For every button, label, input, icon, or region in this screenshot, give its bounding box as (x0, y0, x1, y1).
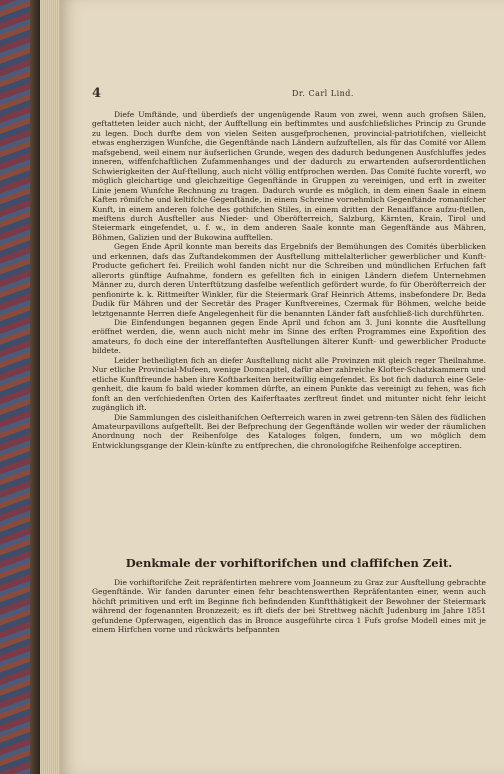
section-paragraph: Die vorhiftorifche Zeit repräfentirten mehrere vom Joanneum zu Graz zur Ausftellung gebrachte Gegenftände. Wir fanden darunter einen fehr beachtenswerthen Repräfentanten einer, wenn auch höchft primitiven und erft im Beginne fich befindenden Kunftthätigkeit der Bewohner der Steiermark während der fogenannten Bronzezeit; es ift diefs der bei Strettweg nächft Judenburg im Jahre 1851 gefundene Opferwagen, eigentlich das in Bronce ausgeführte circa 1 Fufs grofse Modell eines mit je einem Hirfchen vorne und rückwärts befpannten (92, 578, 486, 635)
paragraph-4: Leider betheiligten fich an diefer Ausftellung nicht alle Provinzen mit gleich reger Theilnahme. Nur etliche Provincial-Mufeen, wenige Domcapitel, dafür aber zahlreiche Klofter-Schatzkammern und etliche Kunftfreunde haben ihre Koftbarkeiten bereitwillig eingefendet. Es bot fich dadurch eine Gele-genheit, die kaum fo bald wieder kommen dürfte, an einem Punkte das vereinigt zu fehen, was fich fonft an den verfchiedenften Orten des Kaiferftaates zerftreut findet und mitunter nicht fehr leicht zugänglich ift. (92, 355, 486, 413)
book-cover-edge (0, 0, 34, 774)
running-head: Dr. Carl Lind. (292, 89, 354, 98)
page-header (92, 86, 490, 102)
page-number: 4 (92, 86, 102, 101)
paragraph-1: Diefe Umftände, und überdiefs der ungenügende Raum von zwei, wenn auch grofsen Sälen, geftatteten leider auch nicht, der Aufftellung ein beftimmtes und ausfchliefsliches Princip zu Grunde zu legen. Doch durfte dem von vielen Seiten ausgefprochenen, provincial-patriotifchen, vielleicht etwas engherzigen Wunfche, die Gegenftände nach Ländern aufzuftellen, als für das Comité vor Allem mafsgebend, weil einem nur äufserlichen Grunde, wegen des dadurch bedungenen Ausfchluffes jedes inneren, wiffenfchaftlichen Zufammenhanges und der dadurch zu erwartenden aufserordentlichen Schwierigkeiten der Auf-ftellung, auch nicht völlig entfprochen werden. Das Comité fuchte vorerft, wo möglich gleichartige und gleichzeitige Gegenftände in Gruppen zu vereinigen, und erft in zweiter Linie jenem Wunfche Rechnung zu tragen. Dadurch wurde es möglich, in dem einen Saale in einem Kaften römifche und keltifche Gegenftände, in einem Schreine vornehmlich Gegenftände romanifcher Kunft, in einem anderen folche des gothifchen Stiles, in einem dritten der Renaiffance aufzu-ftellen, meiftens durch Ausfteller aus Nieder- und Oberöfterreich, Salzburg, Kärnten, Krain, Tirol und Steiermark eingefendet, u. f. w., in dem anderen Saale konnte man Gegenftände aus Mähren, Böhmen, Galizien und der Bukowina aufftellen. (92, 110, 486, 242)
paragraph-2: Gegen Ende April konnte man bereits das Ergebnifs der Bemühungen des Comités überblicken und erkennen, dafs das Zuftandekommen der Ausftellung mittelalterlicher gewerblicher und Kunft-Producte gefichert fei. Freilich wohl fanden nicht nur die Schreiben und mündlichen Erfuchen faft allerorts günftige Aufnahme, fondern es gefellten fich in einigen Ländern diefem Unternehmen Männer zu, durch deren Unterftützung dasfelbe wefentlich gefördert wurde, fo für Oberöfterreich der penfionirte k. k. Rittmeifter Winkler, für die Steiermark Graf Heinrich Attems, insbefondere Dr. Beda Dudik für Mähren und der Secretär des Prager Kunftvereines, Czermak für Böhmen, welche beide letztgenannte Herren diefe Angelegenheit für die benannten Länder faft ausfchließ-lich durchführten. (92, 242, 486, 318)
paragraph-5: Die Sammlungen des cisleithanifchen Oefterreich waren in zwei getrenn-ten Sälen des füdlichen Amateurpavillons aufgeftellt. Bei der Befprechung der Gegenftände wollen wir weder der räumlichen Anordnung noch der Reihenfolge des Kataloges folgen, fondern, um wo möglich dem Entwicklungsgange der Klein-künfte zu entfprechen, die chronologifche Reihenfolge acceptiren. (92, 412, 486, 450)
section-heading: Denkmale der vorhiftorifchen und claffifchen Zeit. (125, 556, 453, 570)
book-spine-shadow (30, 0, 40, 774)
body-text (92, 110, 486, 450)
paragraph-3: Die Einfendungen begannen gegen Ende April und fchon am 3. Juni konnte die Ausftellung eröffnet werden, die, wenn auch nicht mehr im Sinne des erften Programmes eine Expofition des amateurs, fo doch eine der intereffanteften Ausftellungen älterer Kunft- und gewerblicher Producte bildete. (92, 317, 486, 356)
section-text (92, 578, 486, 635)
